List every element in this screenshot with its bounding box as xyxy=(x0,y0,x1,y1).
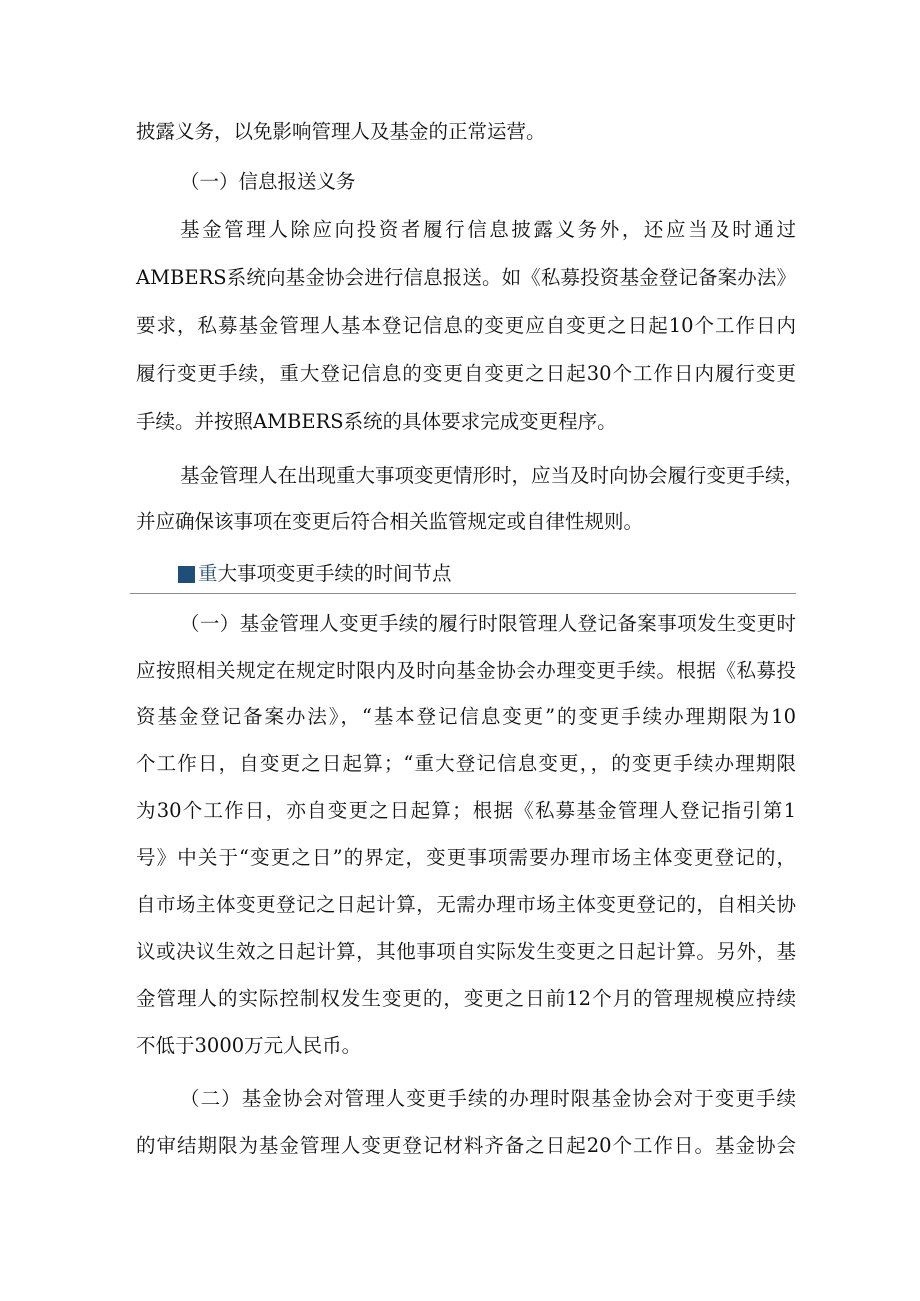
paragraph-line: 的审结期限为基金管理人变更登记材料齐备之日起20个工作日。基金协会 xyxy=(136,1134,796,1157)
section-heading xyxy=(178,560,452,588)
paragraph-line: 履行变更手续，重大登记信息的变更自变更之日起30个工作日内履行变更 xyxy=(136,362,796,385)
paragraph-line: 并应确保该事项在变更后符合相关监管规定或自律性规则。 xyxy=(136,510,644,533)
paragraph-line: 不低于3000万元人民币。 xyxy=(136,1034,362,1057)
paragraph-line: 金管理人的实际控制权发生变更的，变更之日前12个月的管理规模应持续 xyxy=(136,987,796,1010)
paragraph-line: 个工作日，自变更之日起算；“重大登记信息变更，，的变更手续办理期限 xyxy=(136,752,796,775)
paragraph-line: 为30个工作日，亦自变更之日起算；根据《私募基金管理人登记指引第1 xyxy=(136,799,796,822)
paragraph-line: （一）基金管理人变更手续的履行时限管理人登记备案事项发生变更时 xyxy=(180,612,796,635)
square-bullet-icon xyxy=(178,566,195,583)
paragraph-line: 手续。并按照AMBERS系统的具体要求完成变更程序。 xyxy=(136,410,617,433)
paragraph-line: AMBERS系统向基金协会进行信息报送。如《私募投资基金登记备案办法》 xyxy=(136,266,796,289)
paragraph-line: （二）基金协会对管理人变更手续的办理时限基金协会对于变更手续 xyxy=(180,1087,796,1110)
section-heading-text: 大事项变更手续的时间节点 xyxy=(217,562,452,585)
paragraph-line: 基金管理人在出现重大事项变更情形时，应当及时向协会履行变更手续， xyxy=(180,464,805,487)
section-heading-first-char: 重 xyxy=(198,562,218,585)
paragraph-line: 议或决议生效之日起计算，其他事项自实际发生变更之日起计算。另外，基 xyxy=(136,940,796,963)
paragraph-line: 应按照相关规定在规定时限内及时向基金协会办理变更手续。根据《私募投 xyxy=(136,659,796,682)
paragraph-line: 披露义务，以免影响管理人及基金的正常运营。 xyxy=(136,120,546,143)
section-divider xyxy=(130,593,796,594)
paragraph-line: 要求，私募基金管理人基本登记信息的变更应自变更之日起10个工作日内 xyxy=(136,314,796,337)
subsection-title: （一）信息报送义务 xyxy=(180,170,356,193)
paragraph-line: 号》中关于“变更之日”的界定，变更事项需要办理市场主体变更登记的， xyxy=(136,846,796,869)
paragraph-line: 基金管理人除应向投资者履行信息披露义务外，还应当及时通过 xyxy=(180,218,796,241)
paragraph-line: 自市场主体变更登记之日起计算，无需办理市场主体变更登记的，自相关协 xyxy=(136,893,796,916)
paragraph-line: 资基金登记备案办法》，“基本登记信息变更”的变更手续办理期限为10 xyxy=(136,705,796,728)
